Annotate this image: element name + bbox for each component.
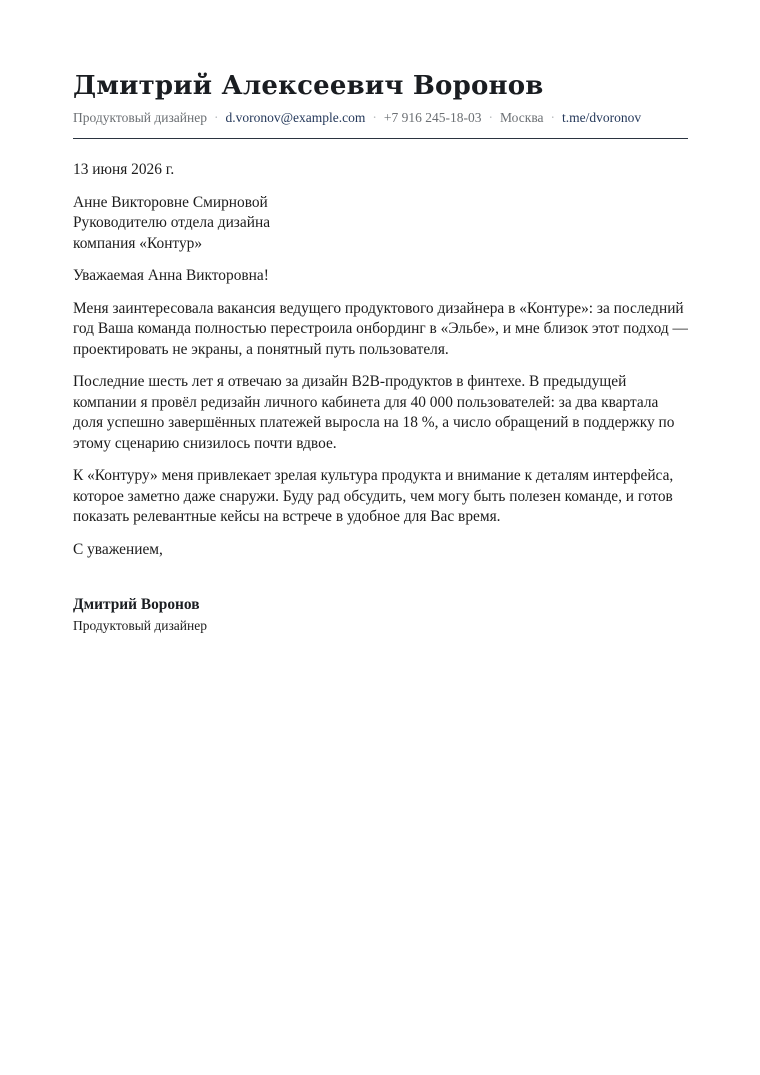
signature-role: Продуктовый дизайнер: [73, 618, 207, 633]
letter-paragraph: Последние шесть лет я отвечаю за дизайн B2B-продуктов в финтехе. В предыдущей компании я провёл редизайн личного кабинета для 40 000 пользователей: за два квартала доля успешно завершённых платежей выросла на 18 %, а число обращений в поддержку по этому сценарию снизилось почти вдвое.: [73, 373, 675, 452]
letter-date: 13 июня 2026 г.: [73, 161, 175, 178]
telegram-link[interactable]: t.me/dvoronov: [562, 110, 642, 125]
contact-separator: ·: [372, 110, 377, 125]
email-link[interactable]: d.voronov@example.com: [225, 110, 366, 125]
letter-paragraph: К «Контуру» меня привлекает зрелая культура продукта и внимание к деталям интерфейса, которое заметно даже снаружи. Буду рад обсудить, чем могу быть полезен команде, и готов показать релевантные кейсы на встрече в удобное для Вас время.: [73, 467, 674, 525]
header-divider: [73, 138, 688, 139]
contact-separator: ·: [214, 110, 219, 125]
applicant-role: Продуктовый дизайнер: [73, 110, 207, 125]
contact-separator: ·: [550, 110, 556, 125]
greeting: Уважаемая Анна Викторовна!: [73, 267, 269, 284]
letter-paragraph: Меня заинтересовала вакансия ведущего продуктового дизайнера в «Контуре»: за последний год Ваша команда полностью перестроила онбординг в «Эльбе», и мне близок этот подход — проектировать не экраны, а понятный путь пользователя.: [73, 299, 688, 358]
signature-name: Дмитрий Воронов: [73, 596, 200, 613]
recipient-company: компания «Контур»: [73, 234, 203, 252]
recipient-name: Анне Викторовне Смирновой: [73, 193, 268, 211]
closing: С уважением,: [73, 540, 163, 558]
recipient-block: [73, 193, 688, 255]
contact-separator: ·: [488, 110, 494, 125]
city: Москва: [500, 110, 544, 125]
recipient-position: Руководителю отдела дизайна: [73, 214, 271, 231]
contact-line: [73, 108, 688, 128]
applicant-name: Дмитрий Алексеевич Воронов: [73, 71, 544, 101]
phone-number: +7 916 245-18-03: [383, 110, 482, 125]
